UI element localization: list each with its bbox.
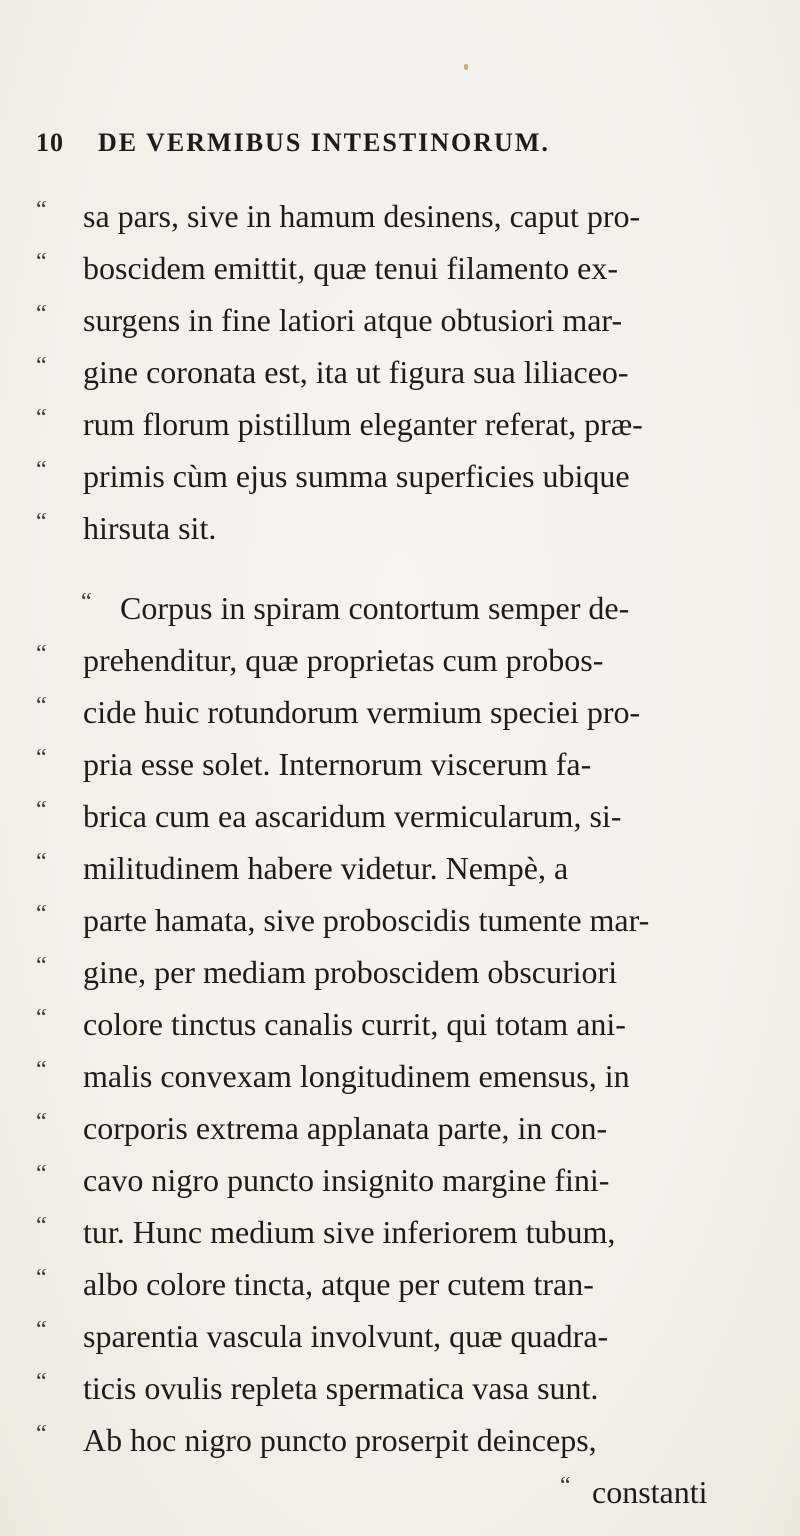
line-text: gine coronata est, ita ut figura sua liliaceo- [83, 354, 629, 390]
quote-mark: “ [36, 509, 47, 535]
line-text: cavo nigro puncto insignito margine fini- [83, 1162, 610, 1198]
quote-mark: “ [36, 797, 47, 823]
line-text: pria esse solet. Internorum viscerum fa- [83, 746, 592, 782]
line-text: Corpus in spiram contortum semper de- [120, 590, 630, 626]
quote-mark: “ [36, 1421, 47, 1447]
quote-mark: “ [36, 901, 47, 927]
quote-mark: “ [36, 1369, 47, 1395]
line-text: sparentia vascula involvunt, quæ quadra- [83, 1318, 609, 1354]
quote-mark: “ [36, 1265, 47, 1291]
quote-mark: “ [36, 1057, 47, 1083]
line-text: gine, per mediam proboscidem obscuriori [83, 954, 618, 990]
quote-mark: “ [560, 1473, 571, 1499]
quote-mark: “ [36, 197, 47, 223]
quote-mark: “ [36, 1317, 47, 1343]
quote-mark: “ [36, 1213, 47, 1239]
catchword-text: constanti [592, 1474, 708, 1510]
quote-mark: “ [36, 1109, 47, 1135]
line-text: albo colore tincta, atque per cutem tran- [83, 1266, 594, 1302]
page-number: 10 [36, 128, 64, 157]
quote-mark: “ [36, 457, 47, 483]
line-text: tur. Hunc medium sive inferiorem tubum, [83, 1214, 616, 1250]
line-text: ticis ovulis repleta spermatica vasa sunt. [83, 1370, 599, 1406]
quote-mark: “ [36, 953, 47, 979]
line-text: colore tinctus canalis currit, qui totam ani- [83, 1006, 626, 1042]
line-text: boscidem emittit, quæ tenui filamento ex- [83, 250, 618, 286]
quote-mark: “ [36, 745, 47, 771]
quote-mark: “ [36, 849, 47, 875]
line-text: militudinem habere videtur. Nempè, a [83, 850, 569, 886]
line-text: cide huic rotundorum vermium speciei pro- [83, 694, 641, 730]
line-text: prehenditur, quæ proprietas cum probos- [83, 642, 604, 678]
quote-mark: “ [36, 353, 47, 379]
quote-mark: “ [81, 589, 92, 615]
quote-mark: “ [36, 405, 47, 431]
line-text: sa pars, sive in hamum desinens, caput pro- [83, 198, 641, 234]
quote-mark: “ [36, 693, 47, 719]
quote-mark: “ [36, 301, 47, 327]
line-text: hirsuta sit. [83, 510, 217, 546]
running-head: DE VERMIBUS INTESTINORUM. [98, 128, 550, 157]
paper-speck [464, 64, 468, 70]
quote-mark: “ [36, 641, 47, 667]
line-text: corporis extrema applanata parte, in con- [83, 1110, 608, 1146]
quote-mark: “ [36, 249, 47, 275]
line-text: malis convexam longitudinem emensus, in [83, 1058, 630, 1094]
line-text: brica cum ea ascaridum vermicularum, si- [83, 798, 622, 834]
page-header [36, 128, 736, 168]
line-text: rum florum pistillum eleganter referat, præ- [83, 406, 643, 442]
line-text: primis cùm ejus summa superficies ubique [83, 458, 630, 494]
line-text: Ab hoc nigro puncto proserpit deinceps, [83, 1422, 597, 1458]
quote-mark: “ [36, 1161, 47, 1187]
quote-mark: “ [36, 1005, 47, 1031]
line-text: surgens in fine latiori atque obtusiori mar- [83, 302, 623, 338]
line-text: parte hamata, sive proboscidis tumente mar- [83, 902, 650, 938]
